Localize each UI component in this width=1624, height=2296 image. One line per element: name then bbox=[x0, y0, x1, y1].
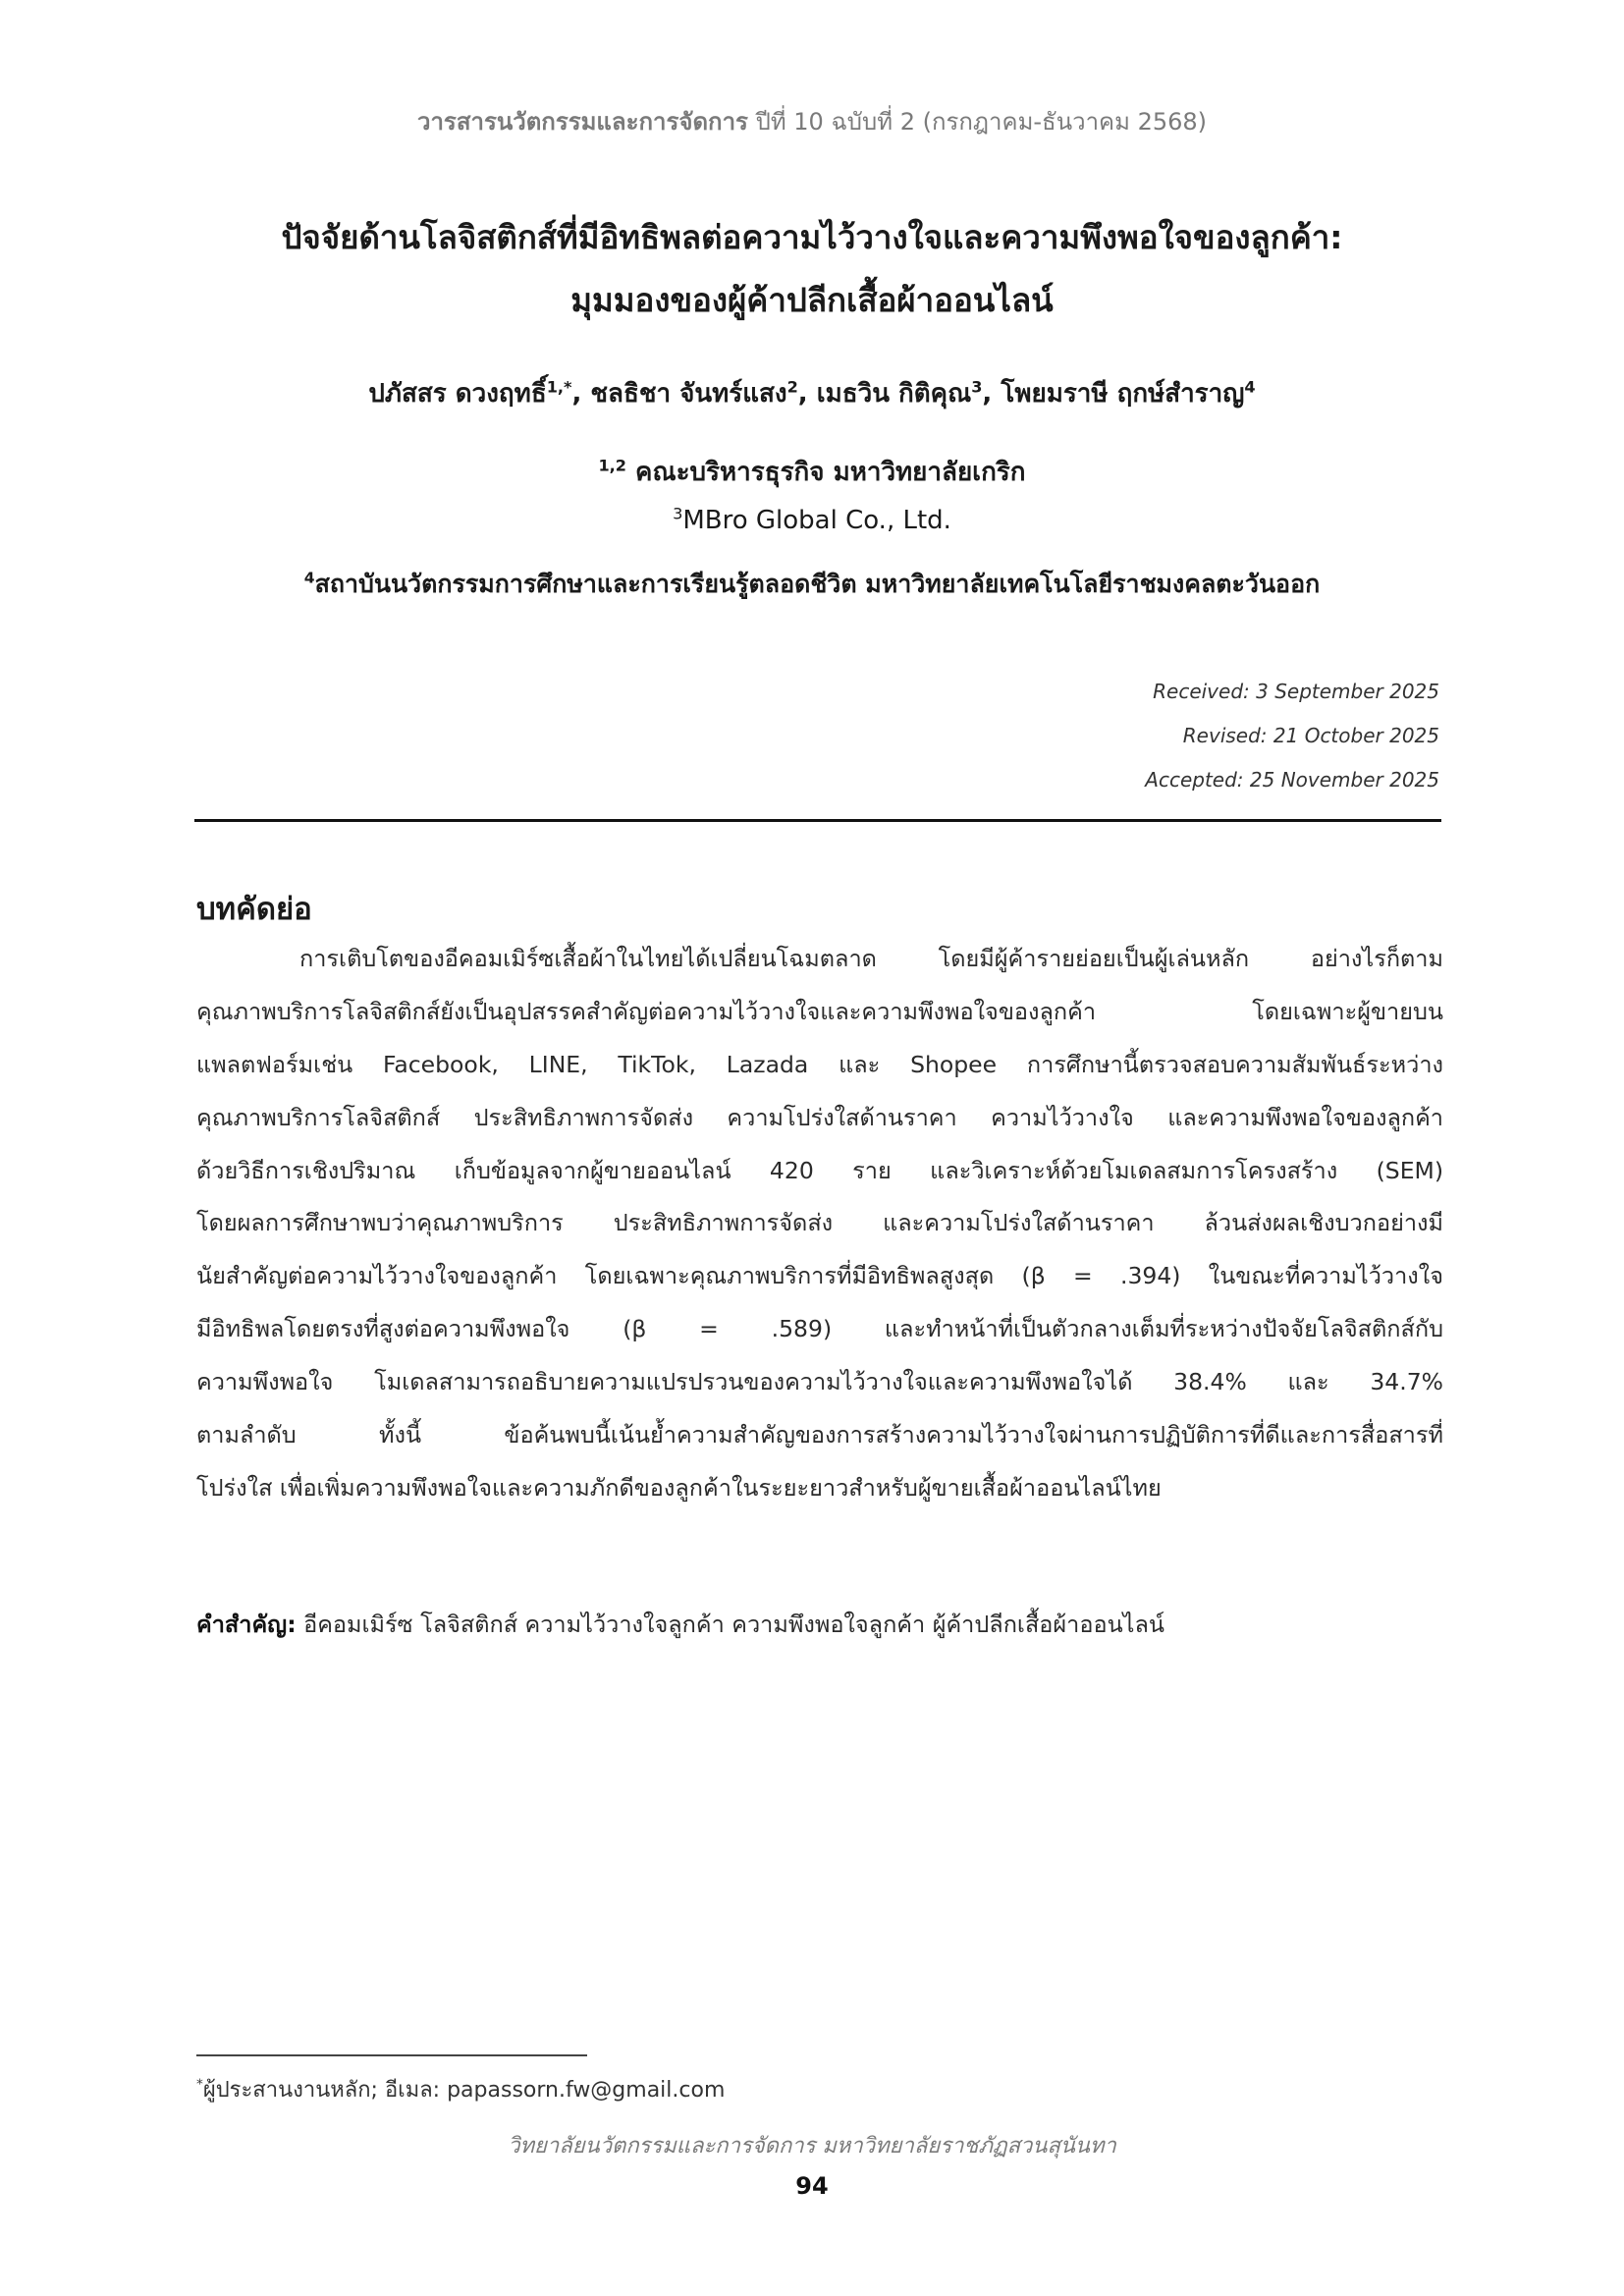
author-superscript: 3 bbox=[971, 377, 983, 397]
affiliation-1 bbox=[98, 452, 1526, 492]
affiliation-2 bbox=[98, 506, 1526, 535]
abstract-body bbox=[196, 933, 1443, 1515]
author-list bbox=[98, 373, 1526, 413]
journal-issue: ปีที่ 10 ฉบับที่ 2 (กรกฎาคม-ธันวาคม 2568) bbox=[755, 108, 1208, 136]
received-date: Received: 3 September 2025 bbox=[1153, 680, 1439, 703]
footnote-text: ผู้ประสานงานหลัก; อีเมล: papassorn.fw@gmail.com bbox=[202, 2078, 726, 2103]
abstract-line: แพลตฟอร์มเช่น Facebook, LINE, TikTok, Lazada และ Shopee การศึกษานี้ตรวจสอบความสัมพันธ์ระหว่าง bbox=[196, 1050, 1443, 1078]
author-name: ปภัสสร ดวงฤทธิ์ bbox=[368, 379, 547, 409]
affiliation-text: MBro Global Co., Ltd. bbox=[682, 506, 951, 535]
author-name: โพยมราษี ฤกษ์สำราญ bbox=[1001, 379, 1245, 409]
title-line-2: มุมมองของผู้ค้าปลีกเสื้อผ้าออนไลน์ bbox=[570, 281, 1054, 319]
author-separator: , bbox=[982, 379, 1001, 409]
affiliation-text: สถาบันนวัตกรรมการศึกษาและการเรียนรู้ตลอดชีวิต มหาวิทยาลัยเทคโนโลยีราชมงคลตะวันออก bbox=[314, 570, 1321, 598]
author-name: เมธวิน กิติคุณ bbox=[816, 379, 972, 409]
page-footer: วิทยาลัยนวัตกรรมและการจัดการ มหาวิทยาลัยราชภัฏสวนสุนันทา bbox=[508, 2134, 1116, 2159]
author-name: ชลธิชา จันทร์แสง bbox=[590, 379, 787, 409]
abstract-line: คุณภาพบริการโลจิสติกส์ ประสิทธิภาพการจัดส่ง ความโปร่งใสด้านราคา ความไว้วางใจ และความพึงพอใจของลูกค้า bbox=[196, 1103, 1443, 1131]
author-superscript: 4 bbox=[1244, 377, 1256, 397]
abstract-line: มีอิทธิพลโดยตรงที่สูงต่อความพึงพอใจ (β = .589) และทำหน้าที่เป็นตัวกลางเต็มที่ระหว่างปัจจัยโลจิสติกส์กับ bbox=[196, 1315, 1443, 1343]
header-divider bbox=[194, 819, 1441, 822]
journal-header bbox=[0, 102, 1624, 140]
abstract-line: นัยสำคัญต่อความไว้วางใจของลูกค้า โดยเฉพาะคุณภาพบริการที่มีอิทธิพลสูงสุด (β = .394) ในขณะที่ความไว้วางใจ bbox=[196, 1262, 1443, 1290]
affiliation-3 bbox=[98, 565, 1526, 604]
abstract-line: ด้วยวิธีการเชิงปริมาณ เก็บข้อมูลจากผู้ขายออนไลน์ 420 ราย และวิเคราะห์ด้วยโมเดลสมการโครงสร้าง (SEM) bbox=[196, 1156, 1443, 1184]
keywords-label: คำสำคัญ: bbox=[196, 1611, 297, 1638]
author-superscript: 2 bbox=[786, 377, 798, 397]
footnote-marker: * bbox=[196, 2076, 203, 2093]
abstract-line: ตามลำดับ ทั้งนี้ ข้อค้นพบนี้เน้นย้ำความสำคัญของการสร้างความไว้วางใจผ่านการปฏิบัติการที่ดีและการสื่อสารที่ bbox=[196, 1421, 1443, 1449]
abstract-heading: บทคัดย่อ bbox=[196, 892, 312, 927]
affiliation-superscript: 1,2 bbox=[598, 456, 626, 475]
affiliation-superscript: 3 bbox=[673, 504, 683, 523]
abstract-line: โปร่งใส เพื่อเพิ่มความพึงพอใจและความภักดีของลูกค้าในระยะยาวสำหรับผู้ขายเสื้อผ้าออนไลน์ไทย bbox=[196, 1473, 1162, 1502]
author-superscript: 1,* bbox=[546, 377, 572, 397]
author-separator: , bbox=[797, 379, 817, 409]
accepted-date: Accepted: 25 November 2025 bbox=[1145, 768, 1439, 792]
submission-dates bbox=[1145, 670, 1439, 802]
affiliation-text: คณะบริหารธุรกิจ มหาวิทยาลัยเกริก bbox=[626, 458, 1026, 487]
paper-title bbox=[147, 206, 1477, 332]
page-number: 94 bbox=[795, 2172, 829, 2200]
corresponding-author-footnote bbox=[196, 2072, 725, 2106]
abstract-line: การเติบโตของอีคอมเมิร์ซเสื้อผ้าในไทยได้เปลี่ยนโฉมตลาด โดยมีผู้ค้ารายย่อยเป็นผู้เล่นหลัก อย่างไรก็ตาม bbox=[299, 945, 1443, 972]
abstract-line: ความพึงพอใจ โมเดลสามารถอธิบายความแปรปรวนของความไว้วางใจและความพึงพอใจได้ 38.4% และ 34.7% bbox=[196, 1368, 1443, 1396]
title-line-1: ปัจจัยด้านโลจิสติกส์ที่มีอิทธิพลต่อความไว้วางใจและความพึงพอใจของลูกค้า: bbox=[281, 218, 1343, 256]
footnote-divider bbox=[196, 2054, 587, 2056]
abstract-line: คุณภาพบริการโลจิสติกส์ยังเป็นอุปสรรคสำคัญต่อความไว้วางใจและความพึงพอใจของลูกค้า โดยเฉพาะผู้ขายบน bbox=[196, 997, 1443, 1025]
revised-date: Revised: 21 October 2025 bbox=[1182, 724, 1439, 747]
author-separator: , bbox=[571, 379, 591, 409]
abstract-line: โดยผลการศึกษาพบว่าคุณภาพบริการ ประสิทธิภาพการจัดส่ง และความโปร่งใสด้านราคา ล้วนส่งผลเชิงบวกอย่างมี bbox=[196, 1209, 1443, 1237]
journal-name: วารสารนวัตกรรมและการจัดการ bbox=[416, 108, 748, 136]
keywords bbox=[196, 1607, 1443, 1643]
keywords-text: อีคอมเมิร์ซ โลจิสติกส์ ความไว้วางใจลูกค้า ความพึงพอใจลูกค้า ผู้ค้าปลีกเสื้อผ้าออนไลน์ bbox=[296, 1611, 1164, 1638]
affiliation-superscript: 4 bbox=[303, 569, 315, 587]
